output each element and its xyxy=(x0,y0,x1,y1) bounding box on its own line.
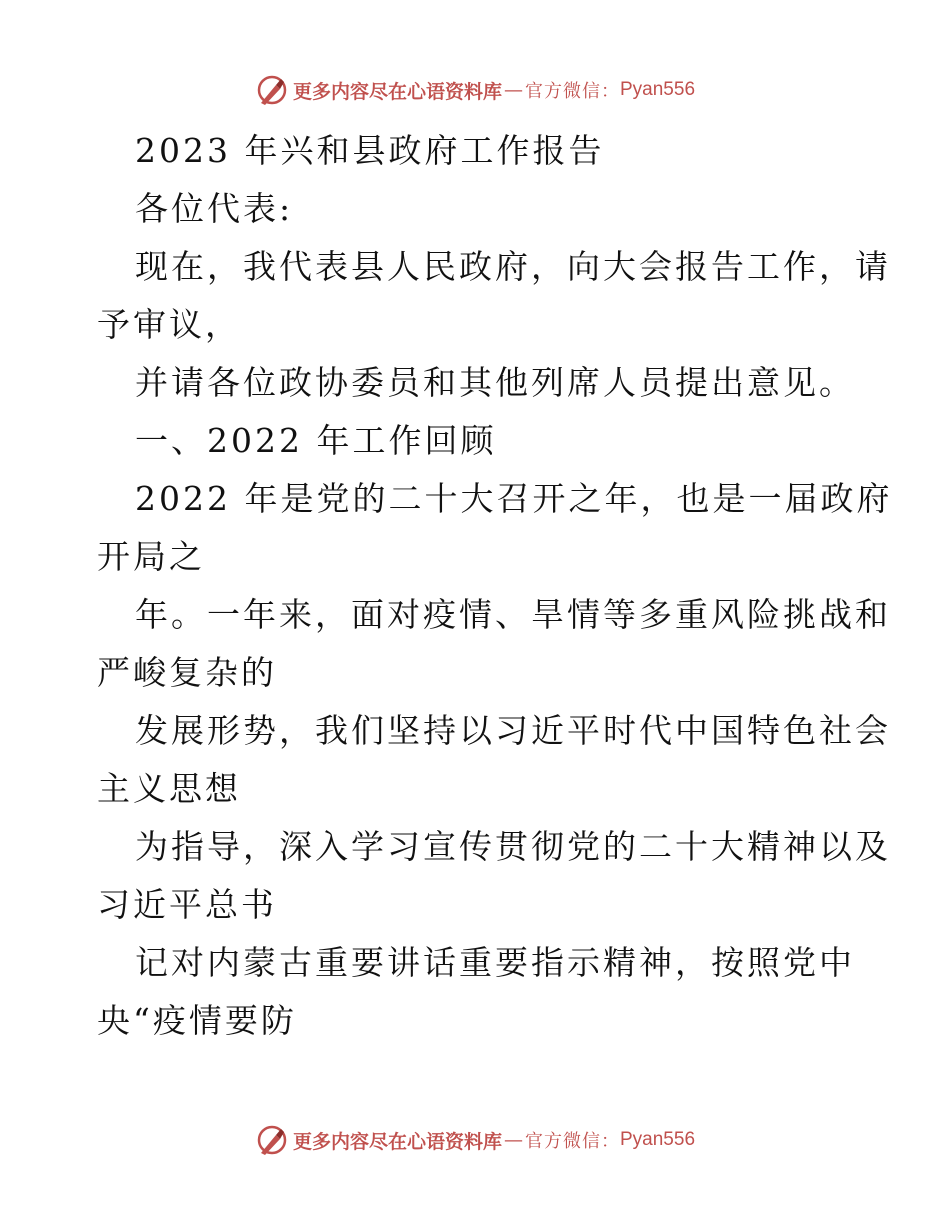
document-line: 2022 年是党的二十大召开之年，也是一届政府 xyxy=(135,479,893,518)
document-line: 严峻复杂的 xyxy=(97,653,277,692)
banner-wechat-id: Pyan556 xyxy=(620,1129,696,1150)
banner-dash: — xyxy=(504,1129,523,1151)
document-line: 年。一年来，面对疫情、旱情等多重风险挑战和 xyxy=(135,595,891,634)
document-line: 为指导，深入学习宣传贯彻党的二十大精神以及 xyxy=(135,827,891,866)
banner-title: 更多内容尽在心语资料库 xyxy=(292,1130,502,1153)
pen-logo-icon xyxy=(255,73,289,107)
banner-title: 更多内容尽在心语资料库 xyxy=(292,80,502,103)
document-title: 2023 年兴和县政府工作报告 xyxy=(135,131,605,170)
banner-dash: — xyxy=(504,79,523,101)
footer-banner xyxy=(0,1120,950,1160)
document-line: 并请各位政协委员和其他列席人员提出意见。 xyxy=(135,363,855,402)
banner-wechat-id: Pyan556 xyxy=(620,79,696,100)
pen-logo-icon xyxy=(255,1123,289,1157)
document-line: 予审议， xyxy=(97,305,241,344)
banner-official-label: 官方微信： xyxy=(525,81,620,102)
document-line: 发展形势，我们坚持以习近平时代中国特色社会 xyxy=(135,711,891,750)
document-line: 记对内蒙古重要讲话重要指示精神，按照党中 xyxy=(135,943,855,982)
section-heading: 一、2022 年工作回顾 xyxy=(135,421,497,460)
document-line: 各位代表: xyxy=(135,189,294,228)
document-body xyxy=(97,122,893,1050)
document-line: 主义思想 xyxy=(97,769,241,808)
document-line: 现在，我代表县人民政府，向大会报告工作，请 xyxy=(135,247,891,286)
header-banner xyxy=(0,70,950,110)
document-line: 开局之 xyxy=(97,537,205,576)
banner-official-label: 官方微信： xyxy=(525,1131,620,1152)
document-line: 央“疫情要防 xyxy=(97,1001,297,1040)
document-line: 习近平总书 xyxy=(97,885,277,924)
